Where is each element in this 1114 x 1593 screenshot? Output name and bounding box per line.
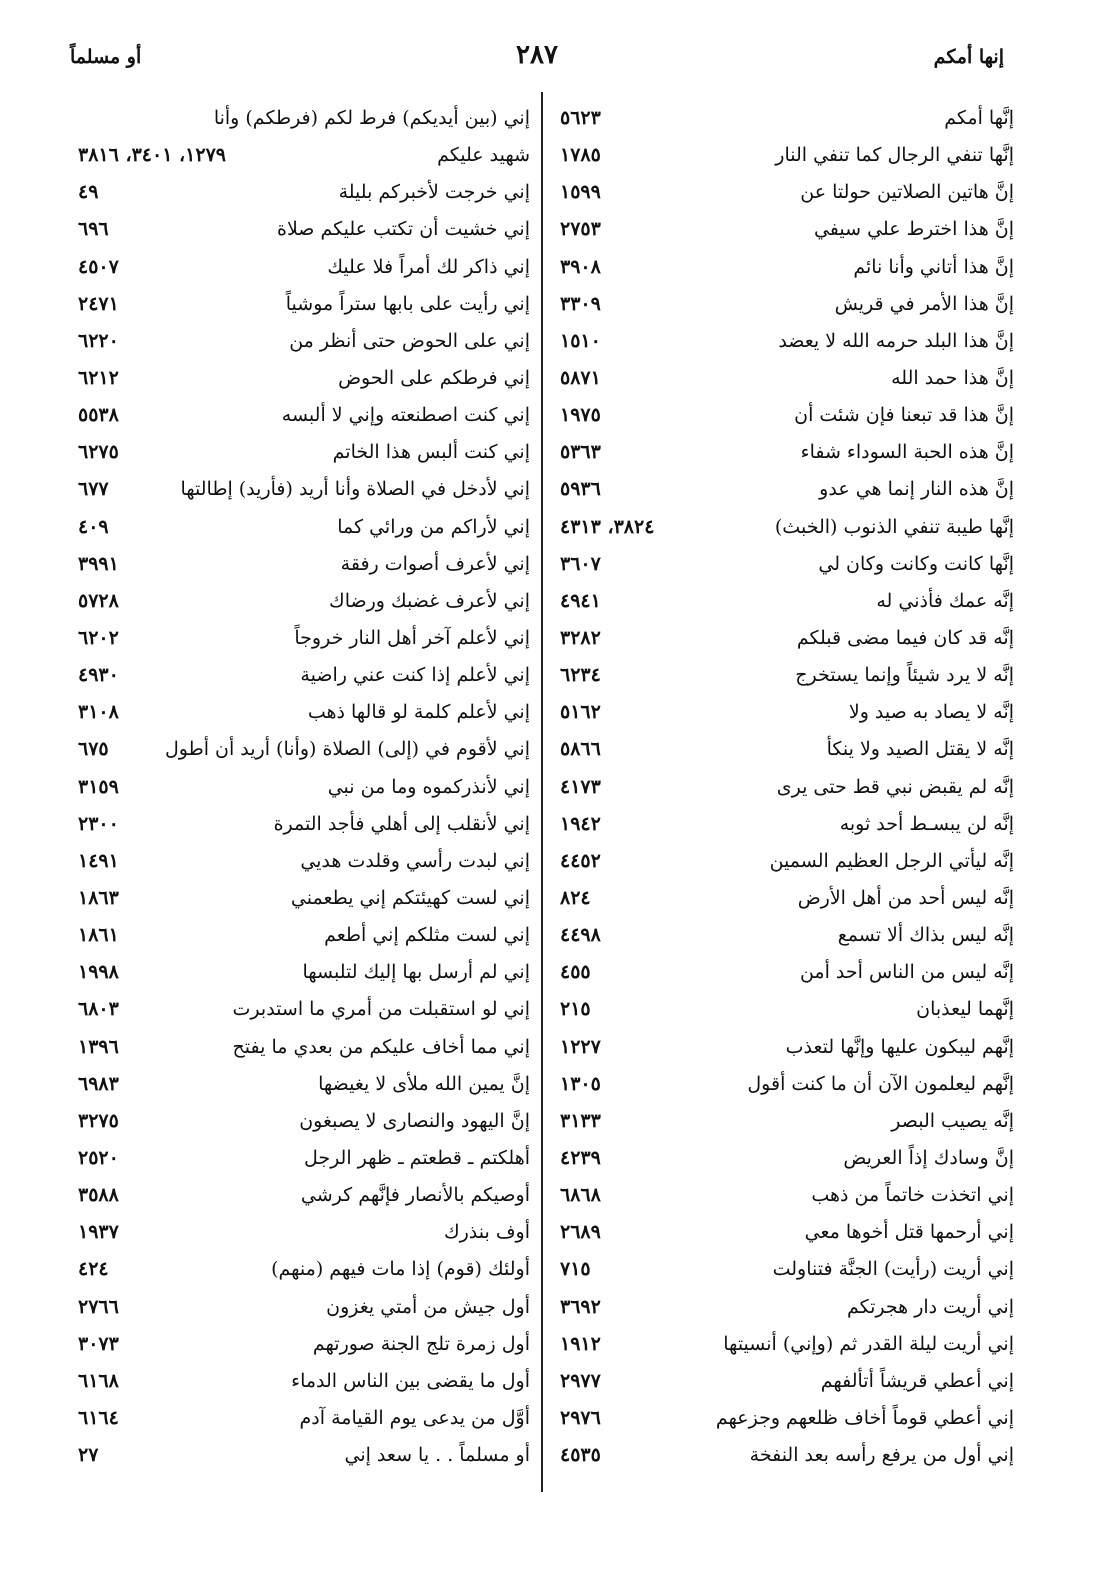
- entry-hadith-number: ٥١٦٢: [560, 701, 601, 724]
- entry-text: إني فرطكم على الحوض: [338, 366, 530, 389]
- index-entry: [78, 1177, 530, 1214]
- index-entry: [560, 434, 1014, 471]
- entry-hadith-number: ٤٢٣٩: [560, 1146, 601, 1169]
- index-entry: [560, 471, 1014, 508]
- index-entry: [78, 991, 530, 1028]
- entry-hadith-number: ٤٩: [78, 181, 99, 204]
- entry-hadith-number: ٦٧٧: [78, 478, 109, 501]
- entry-text: إنَّها كانت وكانت وكان لي: [818, 552, 1014, 575]
- index-entry: [78, 286, 530, 323]
- entry-hadith-number: ٤٤٥٢: [560, 849, 601, 872]
- entry-text: إني لأراكم من ورائي كما: [337, 515, 530, 538]
- entry-text: أهلكتم ـ قطعتم ـ ظهر الرجل: [303, 1146, 530, 1169]
- entry-text: إنَّه لن يبسـط أحد ثوبه: [839, 812, 1014, 835]
- entry-text: إنَّها أمكم: [944, 107, 1014, 129]
- entry-text: إنَّه ليس أحد من أهل الأرض: [797, 886, 1014, 909]
- entry-text: إني خرجت لأخبركم بليلة: [338, 181, 530, 204]
- index-entry: [78, 249, 530, 286]
- index-entry: [78, 174, 530, 211]
- entry-text: أول جيش من أمتي يغزون: [326, 1295, 530, 1318]
- entry-text: إنَّ هذا قد تبعنا فإن شئت أن: [794, 404, 1014, 427]
- entry-hadith-number: ١٥١٠: [560, 329, 601, 352]
- index-entry: [560, 954, 1014, 991]
- index-entry: [78, 1140, 530, 1177]
- index-entry: [78, 323, 530, 360]
- entry-hadith-number: ١٩١٢: [560, 1332, 601, 1355]
- entry-hadith-number: ٦٩٨٣: [78, 1072, 119, 1095]
- index-entry: [560, 880, 1014, 917]
- entry-text: إنَّ هذا اخترط علي سيفي: [813, 218, 1014, 241]
- entry-text: إني اتخذت خاتماً من ذهب: [811, 1184, 1014, 1207]
- entry-text: إني رأيت على بابها ستراً موشياً: [285, 292, 530, 315]
- entry-hadith-number: ٤٥٣٥: [560, 1444, 601, 1467]
- entry-hadith-number: ٥٥٣٨: [78, 404, 119, 427]
- entry-text: إني لم أرسل بها إليك لتلبسها: [302, 961, 530, 984]
- column-divider: [541, 92, 543, 1492]
- entry-hadith-number: ٢٦٨٩: [560, 1221, 601, 1244]
- entry-hadith-number: ٤٩٤١: [560, 589, 601, 612]
- entry-text: إنَّ هذه النار إنما هي عدو: [819, 478, 1014, 501]
- entry-hadith-number: ٧١٥: [560, 1258, 591, 1281]
- entry-hadith-number: ٦٢٧٥: [78, 441, 119, 464]
- index-entry: [78, 509, 530, 546]
- entry-text: إنَّ هذا الأمر في قريش: [834, 292, 1014, 315]
- entry-hadith-number: ٤٠٩: [78, 515, 109, 538]
- index-entry: [78, 843, 530, 880]
- entry-hadith-number: ٢٧٦٦: [78, 1295, 119, 1318]
- index-entry: [78, 211, 530, 248]
- entry-hadith-number: ٣٢٧٥: [78, 1109, 119, 1132]
- index-entry: [560, 397, 1014, 434]
- entry-hadith-number: ٣٦٩٢: [560, 1295, 601, 1318]
- entry-hadith-number: ٢٩٧٧: [560, 1369, 601, 1392]
- entry-hadith-number: ٢٤٧١: [78, 292, 119, 315]
- entry-text: أول زمرة تلج الجنة صورتهم: [312, 1332, 530, 1355]
- index-column-left: [78, 100, 530, 1474]
- entry-hadith-number: ٦٢١٢: [78, 366, 119, 389]
- index-entry: [78, 137, 530, 174]
- entry-hadith-number: ١٤٩١: [78, 849, 119, 872]
- index-entry: [560, 137, 1014, 174]
- entry-text: إنَّها تنفي الرجال كما تنفي النار: [775, 144, 1014, 167]
- entry-hadith-number: ٦٨٦٨: [560, 1184, 601, 1207]
- index-entry: [78, 1214, 530, 1251]
- index-entry: [78, 434, 530, 471]
- entry-text: إني لأنقلب إلى أهلي فأجد التمرة: [273, 812, 530, 835]
- index-entry: [560, 1363, 1014, 1400]
- index-column-right: [560, 100, 1014, 1474]
- entry-hadith-number: ٣٦٠٧: [560, 552, 601, 575]
- entry-hadith-number: ١٢٧٩، ٣٤٠١، ٣٨١٦: [78, 144, 226, 167]
- entry-hadith-number: ٤٢٤: [78, 1258, 109, 1281]
- entry-text: أولئك (قوم) إذا مات فيهم (منهم): [271, 1258, 530, 1281]
- entry-hadith-number: ١٣٩٦: [78, 1035, 119, 1058]
- index-entry: [78, 1251, 530, 1288]
- entry-hadith-number: ١٧٨٥: [560, 144, 601, 167]
- running-head-right: إنها أمكم: [933, 46, 1004, 68]
- entry-hadith-number: ٦٨٠٣: [78, 998, 119, 1021]
- index-entry: [560, 249, 1014, 286]
- index-entry: [560, 174, 1014, 211]
- entry-text: إني لأعرف أصوات رفقة: [340, 552, 530, 575]
- entry-hadith-number: ١٥٩٩: [560, 181, 601, 204]
- entry-hadith-number: ٣١٥٩: [78, 775, 119, 798]
- index-entry: [560, 100, 1014, 137]
- entry-hadith-number: ٥٨٧١: [560, 366, 601, 389]
- index-entry: [78, 620, 530, 657]
- entry-hadith-number: ٣٨٢٤، ٤٣١٣: [560, 515, 655, 538]
- entry-hadith-number: ٣٥٨٨: [78, 1184, 119, 1207]
- index-entry: [78, 471, 530, 508]
- entry-text: إنَّ هاتين الصلاتين حولتا عن: [800, 181, 1014, 204]
- entry-hadith-number: ٦٧٥: [78, 738, 109, 761]
- entry-text: أوف بنذرك: [443, 1221, 530, 1244]
- index-entry: [78, 1363, 530, 1400]
- entry-hadith-number: ٢٥٢٠: [78, 1146, 119, 1169]
- index-entry: [78, 769, 530, 806]
- index-entry: [560, 211, 1014, 248]
- entry-text: إني أول من يرفع رأسه بعد النفخة: [749, 1444, 1014, 1467]
- entry-hadith-number: ٥٦٢٣: [560, 107, 601, 129]
- entry-hadith-number: ١٨٦٣: [78, 886, 119, 909]
- index-entry: [560, 1437, 1014, 1474]
- entry-text: إنَّه ليس من الناس أحد أمن: [799, 961, 1014, 984]
- entry-hadith-number: ٥٨٦٦: [560, 738, 601, 761]
- page-number: ٢٨٧: [516, 40, 558, 70]
- entry-text: إنَّه عمك فأذني له: [876, 589, 1014, 612]
- entry-hadith-number: ٣٩٩١: [78, 552, 119, 575]
- entry-hadith-number: ١٢٢٧: [560, 1035, 601, 1058]
- entry-hadith-number: ٣١٠٨: [78, 701, 119, 724]
- index-entry: [560, 286, 1014, 323]
- index-entry: [560, 1140, 1014, 1177]
- index-entry: [78, 657, 530, 694]
- entry-hadith-number: ٨٢٤: [560, 886, 591, 909]
- index-entry: [560, 1029, 1014, 1066]
- index-entry: [560, 1289, 1014, 1326]
- entry-text: إنَّه لا يصاد به صيد ولا: [848, 701, 1014, 724]
- index-entry: [78, 694, 530, 731]
- entry-hadith-number: ٤٤٩٨: [560, 924, 601, 947]
- index-entry: [78, 100, 530, 137]
- entry-text: إني لأعلم كلمة لو قالها ذهب: [307, 701, 530, 724]
- entry-text: إني لست كهيئتكم إني يطعمني: [290, 886, 530, 909]
- entry-text: إنَّ اليهود والنصارى لا يصبغون: [299, 1109, 530, 1132]
- index-entry: [78, 546, 530, 583]
- entry-text: إنَّه لا يقتل الصيد ولا ينكأ: [826, 738, 1014, 761]
- entry-text: إنَّه يصيب البصر: [891, 1109, 1014, 1132]
- entry-hadith-number: ٥٣٦٣: [560, 441, 601, 464]
- entry-text: إني لو استقبلت من أمري ما استدبرت: [232, 998, 530, 1021]
- index-entry: [78, 954, 530, 991]
- index-entry: [78, 917, 530, 954]
- index-entry: [560, 546, 1014, 583]
- entry-text: إني لأدخل في الصلاة وأنا أريد (فأريد) إطالتها: [180, 478, 530, 501]
- entry-hadith-number: ٣٣٠٩: [560, 292, 601, 315]
- index-entry: [78, 1103, 530, 1140]
- entry-text: إني لست مثلكم إني أطعم: [324, 924, 530, 947]
- index-entry: [78, 397, 530, 434]
- entry-text: إني أريت (رأيت) الجنَّة فتناولت: [772, 1258, 1014, 1281]
- entry-hadith-number: ٤٥٥: [560, 961, 591, 984]
- entry-text: إني مما أخاف عليكم من بعدي ما يفتح: [232, 1035, 530, 1058]
- index-entry: [78, 731, 530, 768]
- index-entry: [560, 509, 1014, 546]
- entry-hadith-number: ٥٩٣٦: [560, 478, 601, 501]
- entry-text: أول ما يقضى بين الناس الدماء: [291, 1369, 530, 1392]
- index-entry: [560, 843, 1014, 880]
- entry-text: إنَّها طيبة تنفي الذنوب (الخبث): [774, 515, 1014, 538]
- index-entry: [560, 1326, 1014, 1363]
- entry-text: إنَّه لا يرد شيئاً وإنما يستخرج: [795, 664, 1014, 687]
- index-entry: [78, 880, 530, 917]
- entry-hadith-number: ١٨٦١: [78, 924, 119, 947]
- entry-hadith-number: ٢٣٠٠: [78, 812, 119, 835]
- entry-hadith-number: ١٩٤٢: [560, 812, 601, 835]
- entry-text: إني أريت دار هجرتكم: [846, 1295, 1014, 1318]
- entry-text: إني لأنذركموه وما من نبي: [327, 775, 530, 798]
- index-entry: [560, 1103, 1014, 1140]
- index-entry: [560, 1214, 1014, 1251]
- entry-hadith-number: ٦١٦٨: [78, 1369, 119, 1392]
- index-entry: [78, 1400, 530, 1437]
- index-entry: [78, 583, 530, 620]
- index-entry: [78, 1289, 530, 1326]
- index-entry: [560, 769, 1014, 806]
- index-entry: [78, 360, 530, 397]
- entry-hadith-number: ١٩٩٨: [78, 961, 119, 984]
- entry-hadith-number: ٢٧: [78, 1444, 99, 1467]
- index-entry: [560, 806, 1014, 843]
- index-entry: [78, 1066, 530, 1103]
- entry-hadith-number: ٣٩٠٨: [560, 255, 601, 278]
- entry-hadith-number: ٥٧٢٨: [78, 589, 119, 612]
- index-entry: [560, 731, 1014, 768]
- entry-hadith-number: ١٩٧٥: [560, 404, 601, 427]
- entry-text: إنَّه ليس بذاك ألا تسمع: [837, 924, 1014, 947]
- entry-text: إنَّ هذه الحبة السوداء شفاء: [800, 441, 1014, 464]
- index-entry: [560, 991, 1014, 1028]
- entry-text: إنَّ هذا أتاني وأنا نائم: [853, 255, 1014, 278]
- entry-text: إني لأعلم إذا كنت عني راضية: [300, 664, 530, 687]
- entry-hadith-number: ٢٧٥٣: [560, 218, 601, 241]
- entry-text: إني كنت اصطنعته وإني لا ألبسه: [281, 404, 530, 427]
- entry-hadith-number: ٤٩٣٠: [78, 664, 119, 687]
- index-entry: [560, 657, 1014, 694]
- entry-text: إنَّ هذا حمد الله: [891, 366, 1014, 389]
- entry-text: إني أرحمها قتل أخوها معي: [804, 1221, 1014, 1244]
- index-entry: [560, 583, 1014, 620]
- index-entry: [560, 694, 1014, 731]
- entry-hadith-number: ١٩٣٧: [78, 1221, 119, 1244]
- entry-text: إنَّهم ليبكون عليها وإنَّها لتعذب: [785, 1035, 1014, 1058]
- index-entry: [560, 1251, 1014, 1288]
- entry-text: إنَّه ليأتي الرجل العظيم السمين: [769, 849, 1014, 872]
- entry-text: إنَّهما ليعذبان: [916, 998, 1014, 1021]
- index-entry: [78, 806, 530, 843]
- entry-hadith-number: ٦٢٢٠: [78, 329, 119, 352]
- index-entry: [560, 1400, 1014, 1437]
- entry-hadith-number: ٣٢٨٢: [560, 626, 601, 649]
- entry-hadith-number: ٦٢٠٢: [78, 626, 119, 649]
- entry-text: إني لبدت رأسي وقلدت هديي: [300, 849, 530, 872]
- entry-text: أوَّل من يدعى يوم القيامة آدم: [299, 1406, 530, 1429]
- entry-hadith-number: ٢١٥: [560, 998, 591, 1021]
- entry-text: إني أعطي قوماً أخاف ظلعهم وجزعهم: [715, 1406, 1014, 1429]
- entry-hadith-number: ٦٢٣٤: [560, 664, 601, 687]
- entry-text: إنَّه قد كان فيما مضى قبلكم: [796, 626, 1014, 649]
- entry-text: إني لأعلم آخر أهل النار خروجاً: [294, 626, 530, 649]
- entry-text: إني ذاكر لك أمراً فلا عليك: [327, 255, 530, 278]
- entry-text: إني لأقوم في (إلى) الصلاة (وأنا) أريد أن أطول: [164, 738, 530, 761]
- entry-text: إنَّهم ليعلمون الآن أن ما كنت أقول: [747, 1072, 1014, 1095]
- index-entry: [560, 1066, 1014, 1103]
- entry-text: إنَّ هذا البلد حرمه الله لا يعضد: [778, 329, 1014, 352]
- entry-text: إني أعطي قريشاً أتألفهم: [820, 1369, 1014, 1392]
- running-head-left: أو مسلماً: [70, 46, 142, 68]
- index-entry: [560, 323, 1014, 360]
- entry-text: إني أريت ليلة القدر ثم (وإني) أنسيتها: [723, 1332, 1014, 1355]
- page-header: [70, 40, 1004, 80]
- entry-text: إني كنت ألبس هذا الخاتم: [332, 441, 530, 464]
- entry-text: إنَّ يمين الله ملأى لا يغيضها: [318, 1072, 530, 1095]
- index-entry: [560, 1177, 1014, 1214]
- entry-text: إني لأعرف غضبك ورضاك: [329, 589, 530, 612]
- index-entry: [560, 917, 1014, 954]
- index-entry: [560, 620, 1014, 657]
- entry-hadith-number: ٢٩٧٦: [560, 1406, 601, 1429]
- entry-hadith-number: ١٣٠٥: [560, 1072, 601, 1095]
- entry-hadith-number: ٦١٦٤: [78, 1406, 119, 1429]
- entry-text: إني على الحوض حتى أنظر من: [289, 329, 530, 352]
- entry-text: أو مسلماً . . يا سعد إني: [344, 1444, 530, 1467]
- entry-text: إني خشيت أن تكتب عليكم صلاة: [276, 218, 530, 241]
- entry-text: شهيد عليكم: [437, 144, 530, 167]
- index-entry: [78, 1029, 530, 1066]
- entry-hadith-number: ٣٠٧٣: [78, 1332, 119, 1355]
- entry-text: إنَّه لم يقبض نبي قط حتى يرى: [776, 775, 1014, 798]
- index-entry: [78, 1437, 530, 1474]
- entry-hadith-number: ٣١٣٣: [560, 1109, 601, 1132]
- entry-hadith-number: ٤٥٠٧: [78, 255, 119, 278]
- index-entry: [560, 360, 1014, 397]
- entry-hadith-number: ٦٩٦: [78, 218, 109, 241]
- entry-hadith-number: ٤١٧٣: [560, 775, 601, 798]
- entry-text: أوصيكم بالأنصار فإنَّهم كرشي: [300, 1184, 530, 1207]
- entry-text: إنَّ وسادك إذاً العريض: [843, 1146, 1014, 1169]
- index-entry: [78, 1326, 530, 1363]
- entry-text: إني (بين أيديكم) فرط لكم (فرطكم) وأنا: [213, 107, 530, 129]
